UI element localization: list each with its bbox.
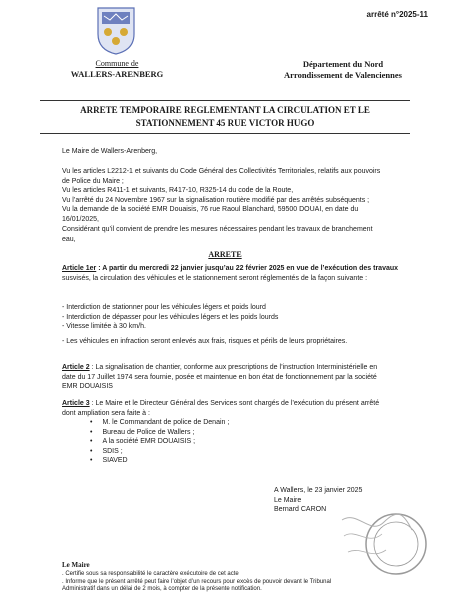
article-3-line: : Le Maire et le Directeur Général des Services sont chargés de l’exécution du présent arrêté [89, 400, 380, 407]
considerant-paragraph [62, 225, 412, 244]
article-1-list [62, 303, 412, 332]
article-1-line: susvisés, la circulation des véhicules et le stationnement seront réglementés de la façon suivante : [62, 274, 368, 282]
footer-line: . Certifie sous sa responsabilité le caractère exécutoire de cet acte [62, 571, 239, 577]
article-2-line: date du 17 Juillet 1974 sera fournie, posée et maintenue en bon état de fonctionnement par la société [62, 373, 377, 381]
vu-paragraph [62, 167, 412, 225]
considerant-line: eau, [62, 235, 76, 243]
department-name: Département du Nord [302, 59, 384, 69]
list-item: • SIAVED [90, 456, 410, 466]
vehicles-notice: - Les véhicules en infraction seront enlevés aux frais, risques et périls de leurs propriétaires. [62, 338, 348, 345]
footer-line: . Informe que le présent arrêté peut faire l’objet d’un recours pour excès de pouvoir devant le Tribunal [62, 578, 332, 585]
article-2-line: EMR DOUAISIS [62, 383, 113, 391]
article-2 [62, 363, 412, 392]
article-2-label: Article 2 [62, 364, 90, 371]
vu-line: Vu l’arrêté du 24 Novembre 1967 sur la signalisation routière modifié par des arrêtés subséquents ; [62, 196, 370, 204]
considerant-line: Considérant qu’il convient de prendre les mesures nécessaires pendant les travaux de branchement [62, 226, 373, 233]
commune-crest-icon [96, 6, 136, 56]
article-1-line: : A partir du mercredi 22 janvier jusqu’au 22 février 2025 en vue de l’exécution des travaux [96, 265, 399, 272]
article-3 [62, 399, 412, 418]
list-item: - Interdiction de stationner pour les véhicules légers et poids lourd [62, 304, 266, 311]
footer-heading: Le Maire [62, 561, 90, 569]
signature-name: Bernard CARON [274, 506, 327, 514]
signature-place-date: A Wallers, le 23 janvier 2025 [274, 487, 363, 494]
list-item: • M. le Commandant de police de Denain ; [90, 418, 410, 428]
vu-line: Vu les articles R411-1 et suivants, R417-10, R325-14 du code de la Route, [62, 187, 294, 195]
arrete-heading: ARRETE [208, 250, 242, 259]
footer-line: Administratif dans un délai de 2 mois, à compter de la présente notification. [62, 586, 262, 592]
list-item: - Interdiction de dépasser pour les véhicules légers et les poids lourds [62, 313, 279, 321]
decree-reference: arrêté n°2025-11 [366, 10, 428, 19]
document-title [40, 100, 410, 134]
article-2-line: : La signalisation de chantier, conforme aux prescriptions de l’instruction Interministérielle en [89, 364, 378, 371]
article-1-label: Article 1er [62, 265, 97, 272]
article-1 [62, 264, 412, 283]
vu-line: 16/01/2025, [62, 215, 99, 223]
vu-line: Vu les articles L2212-1 et suivants du Code Général des Collectivités Territoriales, relatifs aux pouvoirs [62, 168, 381, 175]
commune-label: Commune de [95, 59, 139, 68]
recipients-list [90, 418, 410, 466]
list-item: - Vitesse limitée à 30 km/h. [62, 323, 146, 331]
footer-notice [62, 571, 432, 594]
department-block [258, 59, 428, 81]
list-item: • A la société EMR DOUAISIS ; [90, 437, 410, 447]
article-3-line: dont ampliation sera faite à : [62, 409, 150, 417]
vu-line: Vu la demande de la société EMR Douaisis, 76 rue Raoul Blanchard, 59500 DOUAI, en date du [62, 206, 359, 214]
commune-name: WALLERS-ARENBERG [70, 69, 164, 79]
list-item: • Bureau de Police de Wallers ; [90, 428, 410, 438]
arrondissement-name: Arrondissement de Valenciennes [284, 70, 402, 80]
title-line-1: ARRETE TEMPORAIRE REGLEMENTANT LA CIRCULATION ET LE [80, 105, 370, 115]
signature-role: Le Maire [274, 496, 302, 504]
mayor-line: Le Maire de Wallers-Arenberg, [62, 148, 158, 155]
vu-line: de Police du Maire ; [62, 177, 124, 185]
list-item: • SDIS ; [90, 447, 410, 457]
article-3-label: Article 3 [62, 400, 90, 407]
title-line-2: STATIONNEMENT 45 RUE VICTOR HUGO [135, 118, 315, 128]
official-stamp-icon [338, 506, 430, 578]
